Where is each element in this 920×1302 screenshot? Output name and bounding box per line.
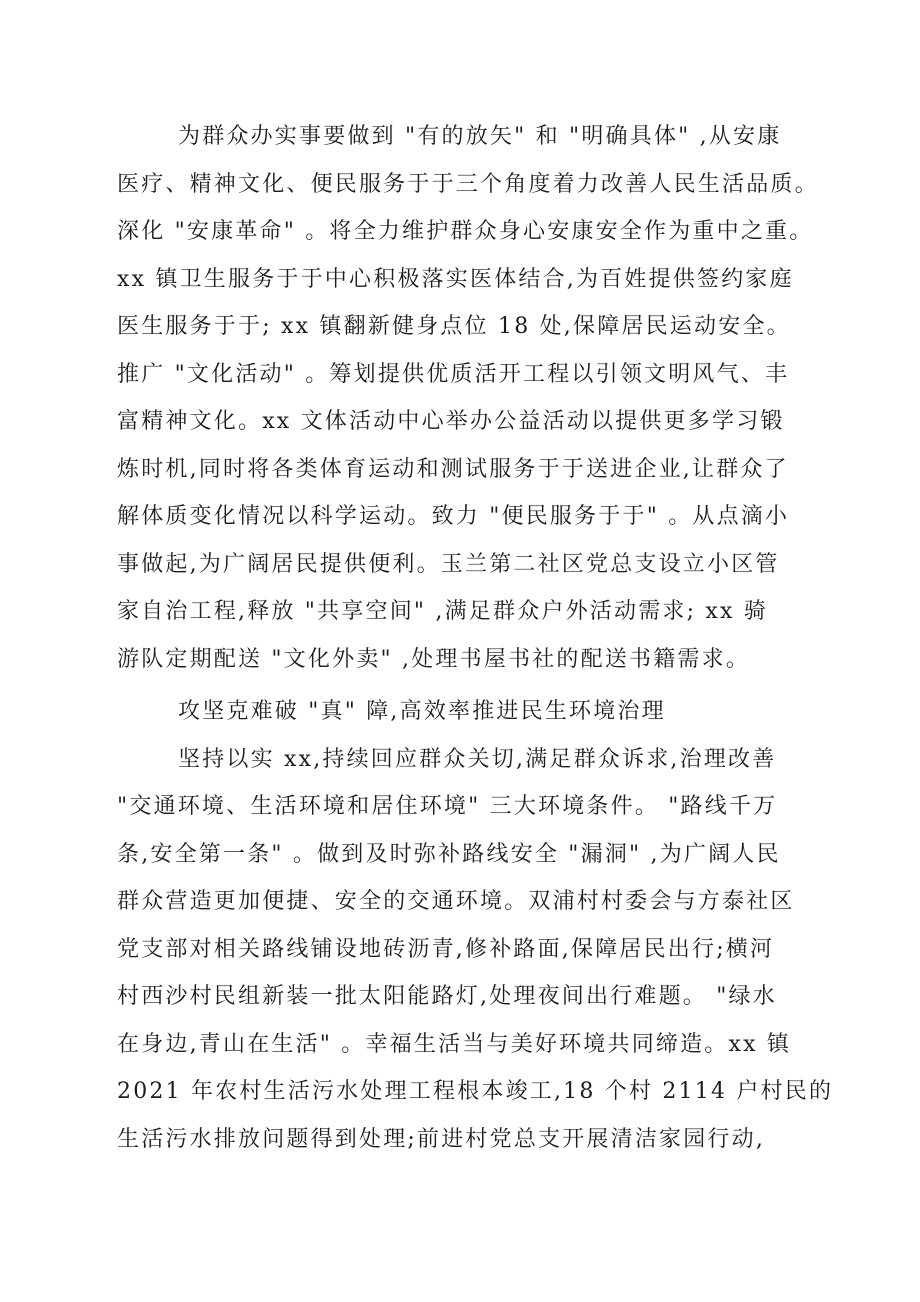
text-line: 生活污水排放问题得到处理;前进村党总支开展清洁家园行动,: [117, 1127, 766, 1152]
text-line: 为群众办实事要做到 "有的放矢" 和 "明确具体" ,从安康: [178, 124, 782, 149]
text-line: 解体质变化情况以科学运动。致力 "便民服务于于" 。从点滴小: [117, 504, 790, 529]
text-line: 家自治工程,释放 "共享空间" ,满足群众户外活动需求; xx 骑: [117, 599, 769, 624]
text-line: 群众营造更加便捷、安全的交通环境。双浦村村委会与方泰社区: [117, 889, 795, 914]
text-line: 医生服务于于; xx 镇翻新健身点位 18 处,保障居民运动安全。: [117, 314, 791, 339]
text-line: 推广 "文化活动" 。筹划提供优质活开工程以引领文明风气、丰: [117, 362, 790, 387]
text-line: 深化 "安康革命" 。将全力维护群众身心安康安全作为重中之重。: [117, 219, 814, 244]
text-line: 炼时机,同时将各类体育运动和测试服务于于送进企业,让群众了: [117, 457, 789, 482]
heading-text: 攻坚克难破 "真" 障,高效率推进民生环境治理: [178, 699, 666, 724]
text-line: "交通环境、生活环境和居住环境" 三大环境条件。 "路线千万: [117, 794, 778, 819]
text-line: 坚持以实 xx,持续回应群众关切,满足群众诉求,治理改善: [178, 747, 777, 772]
text-line: 事做起,为广阔居民提供便利。玉兰第二社区党总支设立小区管: [117, 552, 780, 577]
text-line: 在身边,青山在生活" 。幸福生活当与美好环境共同缔造。xx 镇: [117, 1032, 792, 1057]
text-line: xx 镇卫生服务于于中心积极落实医体结合,为百姓提供签约家庭: [117, 267, 794, 292]
text-line: 富精神文化。xx 文体活动中心举办公益活动以提供更多学习锻: [117, 409, 785, 434]
text-line: 游队定期配送 "文化外卖" ,处理书屋书社的配送书籍需求。: [117, 647, 751, 672]
text-line: 条,安全第一条" 。做到及时弥补路线安全 "漏洞" ,为广阔人民: [117, 842, 781, 867]
text-line: 村西沙村民组新装一批太阳能路灯,处理夜间出行难题。 "绿水: [117, 984, 777, 1009]
text-line: 党支部对相关路线铺设地砖沥青,修补路面,保障居民出行;横河: [117, 937, 775, 962]
text-line: 2021 年农村生活污水处理工程根本竣工,18 个村 2114 户村民的: [117, 1079, 834, 1104]
text-line: 医疗、精神文化、便民服务于于三个角度着力改善人民生活品质。: [117, 172, 819, 197]
